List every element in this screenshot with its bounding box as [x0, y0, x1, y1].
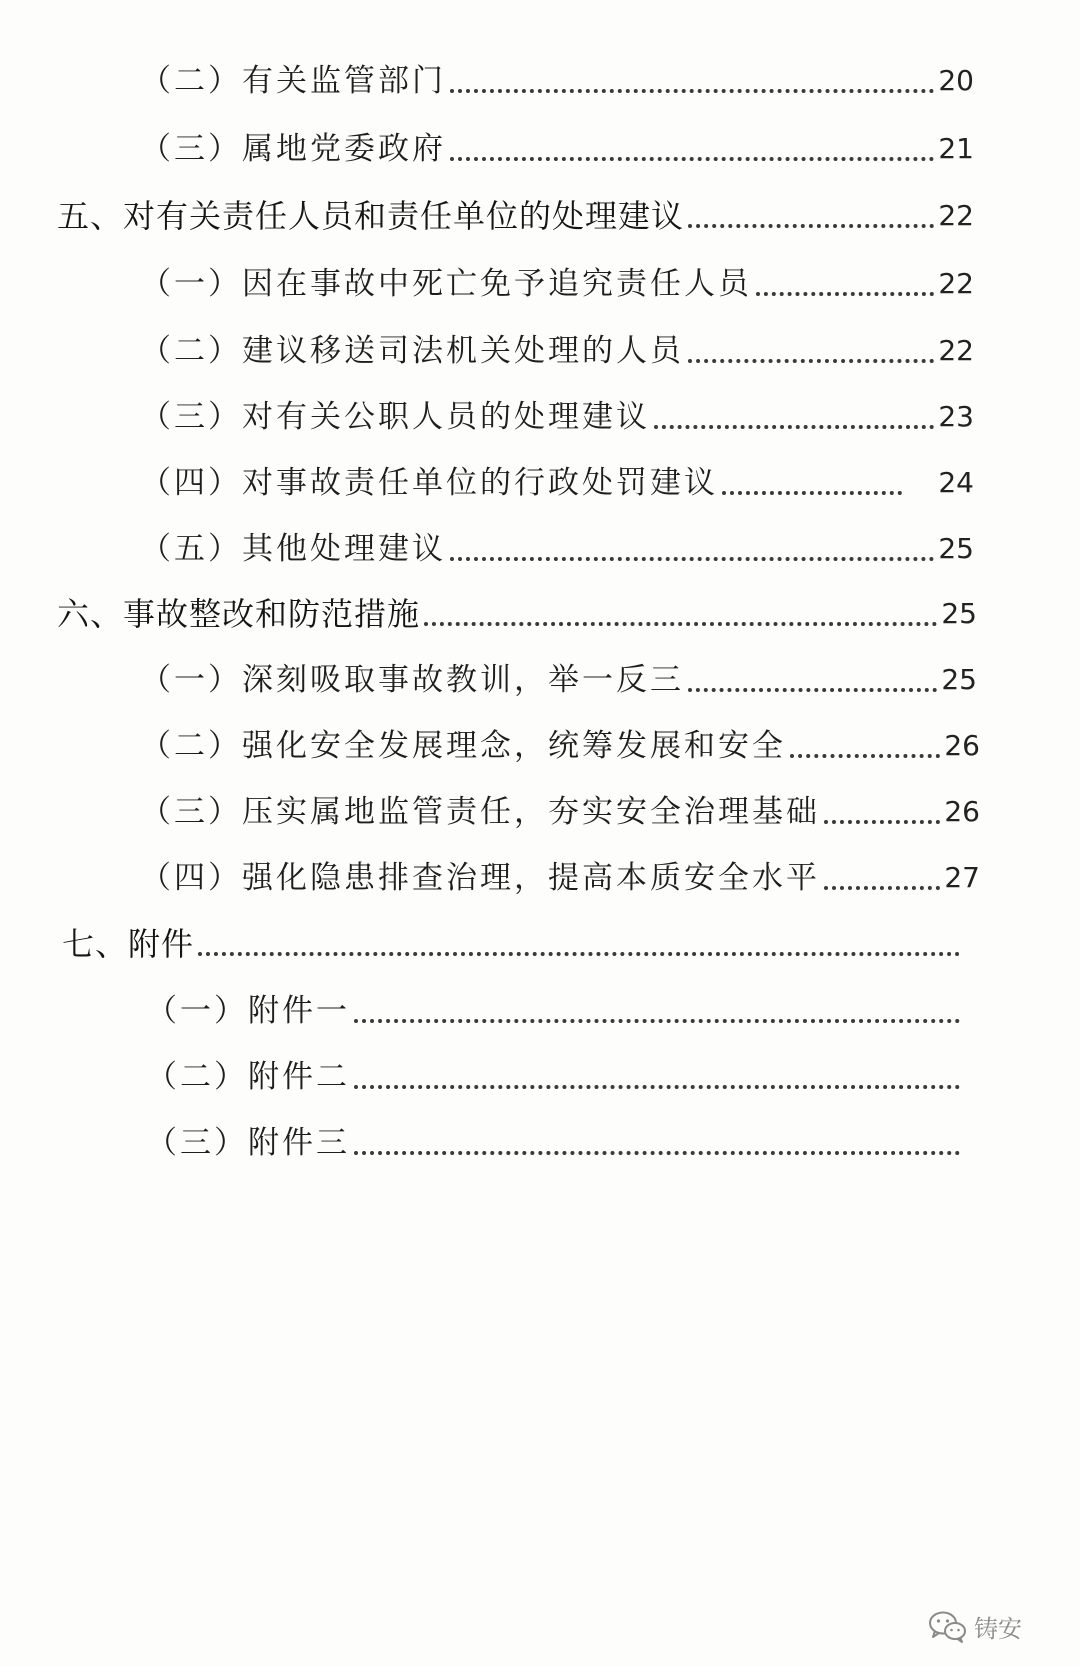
- toc-entry-page: 24: [938, 466, 974, 499]
- toc-entry-label: 七、附件: [62, 925, 195, 963]
- toc-entry-page: 25: [941, 663, 977, 696]
- toc-entry-label: （三）属地党委政府: [140, 131, 446, 167]
- toc-entry: [140, 55, 974, 107]
- toc-entry-page: 22: [938, 267, 974, 300]
- toc-entry-page: 25: [941, 597, 977, 630]
- dot-leader: [790, 754, 940, 758]
- toc-entry-page: 25: [938, 532, 974, 565]
- toc-entry: [140, 123, 974, 175]
- toc-entry-page: 26: [944, 795, 980, 828]
- dot-leader: [450, 557, 934, 561]
- toc-entry: [140, 720, 980, 772]
- dot-leader: [424, 622, 937, 626]
- toc-entry-label: （二）建议移送司法机关处理的人员: [140, 333, 684, 369]
- toc-entry-page: 20: [938, 64, 974, 97]
- toc-entry: [140, 786, 980, 838]
- toc-entry: [140, 258, 974, 310]
- dot-leader: [722, 491, 902, 495]
- toc-entry-label: （二）有关监管部门: [140, 63, 446, 99]
- toc-entry-label: （二）强化安全发展理念，统筹发展和安全: [140, 728, 786, 764]
- toc-entry: [140, 523, 974, 575]
- toc-entry-label: （二）附件二: [146, 1059, 350, 1095]
- dot-leader: [354, 1019, 960, 1023]
- toc-entry-page: 22: [938, 199, 974, 232]
- toc-entry-label: 五、对有关责任人员和责任单位的处理建议: [57, 197, 685, 235]
- toc-entry: [140, 654, 977, 706]
- dot-leader: [198, 952, 960, 956]
- toc-entry: [140, 325, 974, 377]
- toc-entry-label: （五）其他处理建议: [140, 531, 446, 567]
- toc-entry-label: （三）对有关公职人员的处理建议: [140, 399, 650, 435]
- dot-leader: [450, 157, 934, 161]
- toc-entry-label: （三）附件三: [146, 1125, 350, 1161]
- wechat-icon: [928, 1610, 968, 1644]
- dot-leader: [824, 886, 940, 890]
- toc-entry-label: （四）对事故责任单位的行政处罚建议: [140, 465, 718, 501]
- toc-entry-page: 22: [938, 334, 974, 367]
- toc-entry-page: 21: [938, 132, 974, 165]
- toc-entry: [146, 1117, 964, 1169]
- toc-entry: [146, 1051, 964, 1103]
- dot-leader: [354, 1151, 960, 1155]
- toc-entry-label: （一）附件一: [146, 993, 350, 1029]
- toc-entry-label: 六、事故整改和防范措施: [57, 595, 421, 633]
- toc-entry-page: 26: [944, 729, 980, 762]
- dot-leader: [756, 292, 934, 296]
- toc-entry: [146, 985, 964, 1037]
- toc-entry: [140, 852, 980, 904]
- dot-leader: [688, 688, 937, 692]
- dot-leader: [450, 89, 934, 93]
- dot-leader: [654, 425, 934, 429]
- dot-leader: [688, 224, 934, 228]
- toc-entry: [140, 391, 974, 443]
- toc-entry-page: 27: [944, 861, 980, 894]
- toc-entry: [57, 588, 977, 640]
- toc-entry-label: （三）压实属地监管责任，夯实安全治理基础: [140, 794, 820, 830]
- watermark-text: 铸安: [974, 1615, 1022, 1643]
- dot-leader: [354, 1085, 960, 1089]
- dot-leader: [824, 820, 940, 824]
- watermark: [928, 1609, 1022, 1644]
- toc-entry-page: 23: [938, 400, 974, 433]
- toc-entry: [140, 457, 974, 509]
- toc-entry-label: （一）因在事故中死亡免予追究责任人员: [140, 266, 752, 302]
- dot-leader: [688, 359, 934, 363]
- toc-entry-label: （一）深刻吸取事故教训，举一反三: [140, 662, 684, 698]
- toc-entry: [57, 190, 974, 242]
- toc-entry-label: （四）强化隐患排查治理，提高本质安全水平: [140, 860, 820, 896]
- toc-entry: [62, 918, 964, 970]
